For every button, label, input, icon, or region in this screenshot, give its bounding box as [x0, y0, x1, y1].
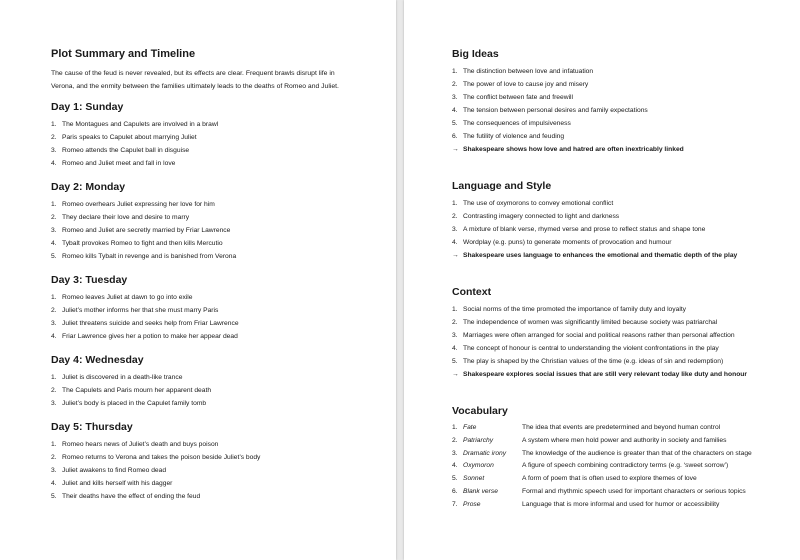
- list-item: [452, 104, 684, 117]
- page-right: [404, 0, 800, 560]
- item-number: 4.: [51, 333, 57, 340]
- item-number: 4.: [452, 239, 458, 246]
- vocabulary-title: Vocabulary: [452, 405, 508, 417]
- plot-summary-intro: The cause of the feud is never revealed, but its effects are clear. Frequent brawls disrupt life in Verona, and the enmity between the families ultimately leads to the deaths of Romeo and Juliet.: [51, 70, 339, 90]
- item-text: The concept of honour is central to understanding the violent confrontations in the play: [463, 345, 719, 352]
- item-number: 1.: [452, 306, 458, 313]
- item-text: Paris speaks to Capulet about marrying Juliet: [62, 134, 197, 141]
- takeaway-item: [452, 249, 737, 262]
- item-number: 5.: [51, 253, 57, 260]
- day-block: [51, 354, 396, 410]
- vocab-term: Sonnet: [463, 475, 485, 483]
- item-number: 2.: [51, 454, 57, 461]
- item-number: 2.: [452, 319, 458, 326]
- item-number: 4.: [452, 107, 458, 114]
- item-number: 1.: [51, 201, 57, 208]
- item-text: Romeo and Juliet meet and fall in love: [62, 160, 176, 167]
- vocab-term: Blank verse: [463, 487, 498, 495]
- vocab-number: 6.: [452, 487, 458, 495]
- takeaway-text: Shakespeare shows how love and hatred are often inextricably linked: [463, 146, 684, 153]
- big-ideas-section: [452, 48, 684, 167]
- item-text: Their deaths have the effect of ending the feud: [62, 493, 201, 500]
- item-number: 6.: [452, 133, 458, 140]
- item-number: 5.: [452, 120, 458, 127]
- language-list: [452, 197, 737, 262]
- vocab-definition: A system where men hold power and authority in society and families: [522, 436, 727, 444]
- vocab-number: 2.: [452, 436, 458, 444]
- item-number: 3.: [452, 332, 458, 339]
- item-number: 3.: [51, 320, 57, 327]
- arrow-icon: →: [452, 146, 459, 153]
- vocab-term: Dramatic irony: [463, 449, 507, 457]
- context-section: [452, 286, 747, 392]
- vocab-term: Patriarchy: [463, 436, 494, 444]
- item-number: 4.: [51, 160, 57, 167]
- vocab-definition: The idea that events are predetermined and beyond human control: [522, 424, 721, 431]
- item-number: 3.: [452, 94, 458, 101]
- item-text: The conflict between fate and freewill: [463, 94, 574, 101]
- list-item: [51, 464, 396, 477]
- item-number: 4.: [51, 480, 57, 487]
- day-block: [51, 101, 396, 170]
- item-number: 5.: [51, 493, 57, 500]
- day-block: [51, 181, 396, 263]
- item-text: Juliet’s body is placed in the Capulet family tomb: [62, 400, 207, 407]
- vocab-term: Oxymoron: [463, 462, 494, 470]
- item-text: Contrasting imagery connected to light and darkness: [463, 213, 620, 220]
- vocab-number: 7.: [452, 500, 458, 508]
- list-item: [452, 342, 747, 355]
- day-title: Day 2: Monday: [51, 181, 126, 193]
- page-left: [0, 0, 396, 560]
- item-text: Juliet threatens suicide and seeks help from Friar Lawrence: [62, 320, 239, 327]
- vocab-number: 5.: [452, 475, 458, 483]
- list-item: [452, 65, 684, 78]
- item-number: 3.: [51, 227, 57, 234]
- takeaway-item: [452, 368, 747, 381]
- list-item: [51, 144, 396, 157]
- vocab-row: [452, 499, 752, 512]
- context-list: [452, 303, 747, 381]
- item-text: Romeo and Juliet are secretly married by Friar Lawrence: [62, 227, 231, 234]
- list-item: [51, 477, 396, 490]
- arrow-icon: →: [452, 371, 459, 378]
- vocab-row: [452, 460, 752, 473]
- day-title: Day 3: Tuesday: [51, 274, 128, 286]
- item-text: They declare their love and desire to marry: [62, 214, 190, 221]
- item-text: Friar Lawrence gives her a potion to make her appear dead: [62, 333, 238, 340]
- item-text: Social norms of the time promoted the importance of family duty and loyalty: [463, 306, 687, 313]
- item-text: The use of oxymorons to convey emotional conflict: [463, 200, 614, 207]
- item-text: Juliet and kills herself with his dagger: [62, 480, 173, 487]
- item-number: 3.: [51, 147, 57, 154]
- list-item: [51, 291, 396, 304]
- timeline: [51, 101, 396, 503]
- list-item: [51, 438, 396, 451]
- day-event-list: [51, 291, 396, 343]
- list-item: [51, 118, 396, 131]
- item-number: 3.: [51, 467, 57, 474]
- arrow-icon: →: [452, 252, 459, 259]
- list-item: [452, 210, 737, 223]
- day-block: [51, 421, 396, 503]
- list-item: [452, 236, 737, 249]
- list-item: [51, 384, 396, 397]
- vocabulary-table: [452, 422, 752, 512]
- item-number: 1.: [452, 200, 458, 207]
- vocab-definition: A figure of speech combining contradictory terms (e.g. ‘sweet sorrow’): [522, 462, 729, 470]
- item-text: The futility of violence and feuding: [463, 133, 565, 140]
- item-number: 1.: [51, 374, 57, 381]
- item-text: Romeo hears news of Juliet’s death and buys poison: [62, 441, 219, 448]
- item-text: The power of love to cause joy and misery: [463, 81, 589, 88]
- list-item: [51, 490, 396, 503]
- day-title: Day 1: Sunday: [51, 101, 124, 113]
- item-number: 2.: [51, 307, 57, 314]
- list-item: [452, 316, 747, 329]
- takeaway-item: [452, 143, 684, 156]
- item-number: 4.: [452, 345, 458, 352]
- takeaway-text: Shakespeare explores social issues that are still very relevant today like duty and honour: [463, 371, 747, 378]
- item-text: The play is shaped by the Christian values of the time (e.g. ideas of sin and redemption): [463, 358, 724, 365]
- day-event-list: [51, 371, 396, 410]
- plot-summary-title: Plot Summary and Timeline: [51, 48, 196, 60]
- list-item: [452, 303, 747, 316]
- item-text: Romeo leaves Juliet at dawn to go into exile: [62, 294, 193, 301]
- vocab-row: [452, 422, 752, 435]
- item-text: Tybalt provokes Romeo to fight and then kills Mercutio: [62, 240, 223, 247]
- item-text: The Capulets and Paris mourn her apparent death: [62, 387, 212, 394]
- big-ideas-list: [452, 65, 684, 156]
- vocab-term: Prose: [463, 500, 481, 508]
- item-text: Juliet’s mother informs her that she must marry Paris: [62, 307, 219, 314]
- list-item: [51, 157, 396, 170]
- vocab-definition: Formal and rhythmic speech used for important characters or serious topics: [522, 487, 746, 495]
- list-item: [452, 329, 747, 342]
- item-number: 2.: [452, 213, 458, 220]
- day-event-list: [51, 438, 396, 503]
- item-number: 1.: [452, 68, 458, 75]
- day-event-list: [51, 198, 396, 263]
- day-block: [51, 274, 396, 343]
- vocab-term: Fate: [463, 424, 477, 431]
- item-text: Juliet awakens to find Romeo dead: [62, 467, 167, 474]
- list-item: [452, 78, 684, 91]
- takeaway-text: Shakespeare uses language to enhances the emotional and thematic depth of the play: [463, 252, 738, 259]
- item-number: 4.: [51, 240, 57, 247]
- item-text: Romeo returns to Verona and takes the poison beside Juliet’s body: [62, 454, 261, 461]
- list-item: [51, 330, 396, 343]
- item-number: 3.: [452, 226, 458, 233]
- list-item: [51, 317, 396, 330]
- item-number: 2.: [452, 81, 458, 88]
- item-number: 2.: [51, 134, 57, 141]
- day-event-list: [51, 118, 396, 170]
- vocab-row: [452, 448, 752, 461]
- list-item: [452, 117, 684, 130]
- list-item: [51, 304, 396, 317]
- item-text: The consequences of impulsiveness: [463, 120, 571, 127]
- item-number: 1.: [51, 121, 57, 128]
- vocab-number: 1.: [452, 424, 458, 431]
- item-text: The tension between personal desires and family expectations: [463, 107, 648, 114]
- vocab-definition: A form of poem that is often used to explore themes of love: [522, 475, 697, 483]
- list-item: [51, 211, 396, 224]
- item-number: 3.: [51, 400, 57, 407]
- item-text: The independence of women was significantly limited because society was patriarchal: [463, 319, 718, 326]
- vocab-number: 4.: [452, 462, 458, 470]
- language-title: Language and Style: [452, 180, 552, 192]
- item-text: The distinction between love and infatuation: [463, 68, 594, 75]
- vocab-definition: The knowledge of the audience is greater than that of the characters on stage: [522, 449, 752, 457]
- item-text: Romeo overhears Juliet expressing her love for him: [62, 201, 215, 208]
- item-text: Wordplay (e.g. puns) to generate moments of provocation and humour: [463, 239, 672, 246]
- item-text: Marriages were often arranged for social and political reasons rather than personal affection: [463, 332, 735, 339]
- list-item: [452, 91, 684, 104]
- list-item: [51, 198, 396, 211]
- vocab-row: [452, 435, 752, 448]
- big-ideas-title: Big Ideas: [452, 48, 499, 60]
- language-section: [452, 180, 737, 273]
- context-title: Context: [452, 286, 492, 298]
- item-text: The Montagues and Capulets are involved in a brawl: [62, 121, 219, 128]
- item-number: 2.: [51, 387, 57, 394]
- item-text: Romeo kills Tybalt in revenge and is banished from Verona: [62, 253, 237, 260]
- list-item: [452, 355, 747, 368]
- list-item: [452, 223, 737, 236]
- vocab-row: [452, 486, 752, 499]
- item-text: A mixture of blank verse, rhymed verse and prose to reflect status and shape tone: [463, 226, 706, 233]
- list-item: [452, 130, 684, 143]
- list-item: [51, 451, 396, 464]
- list-item: [452, 197, 737, 210]
- item-number: 1.: [51, 441, 57, 448]
- list-item: [51, 237, 396, 250]
- list-item: [51, 250, 396, 263]
- vocab-number: 3.: [452, 449, 458, 457]
- item-number: 2.: [51, 214, 57, 221]
- item-number: 1.: [51, 294, 57, 301]
- list-item: [51, 224, 396, 237]
- list-item: [51, 131, 396, 144]
- vocabulary-section: [452, 405, 752, 512]
- day-title: Day 5: Thursday: [51, 421, 133, 433]
- item-text: Juliet is discovered in a death-like trance: [62, 374, 183, 381]
- day-title: Day 4: Wednesday: [51, 354, 144, 366]
- item-text: Romeo attends the Capulet ball in disguise: [62, 147, 190, 154]
- list-item: [51, 397, 396, 410]
- list-item: [51, 371, 396, 384]
- vocab-definition: Language that is more informal and used for humor or accessibility: [522, 500, 720, 508]
- item-number: 5.: [452, 358, 458, 365]
- vocab-row: [452, 473, 752, 486]
